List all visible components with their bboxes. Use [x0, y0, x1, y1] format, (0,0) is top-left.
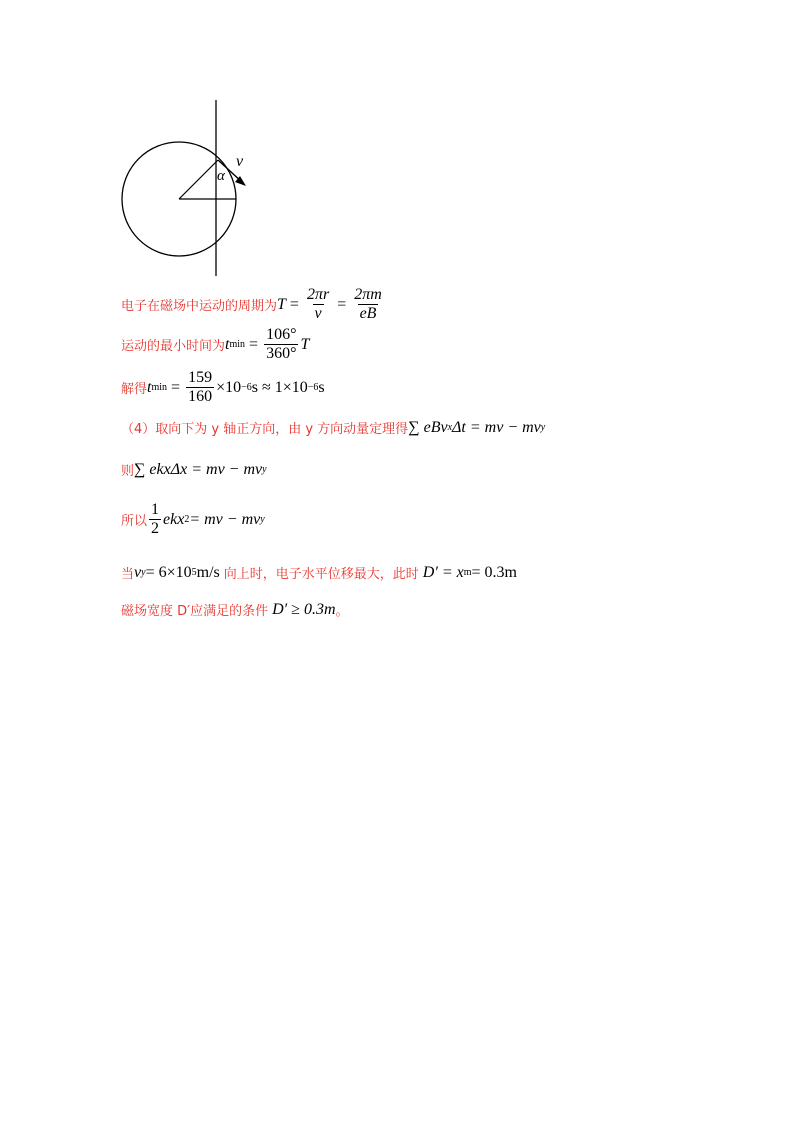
- fraction: $\frac{2\pi m}{eB}$: [354, 286, 382, 322]
- magnetic-field-figure: [0, 0, 793, 300]
- T-symbol: T: [277, 295, 286, 313]
- period-line: 电子在磁场中运动的周期为 T = $\frac{2\pi r}{v}$ = $\frac{2\pi m}{eB}$: [121, 286, 382, 322]
- condition-line: 磁场宽度 D′应满足的条件 D′ ≥ 0.3m 。: [121, 600, 349, 619]
- fraction: $\frac{1}{2}$: [151, 501, 160, 537]
- text: 所以: [121, 514, 148, 529]
- sum-line: 则 ∑ ekxΔx = mv − mv y: [121, 460, 267, 479]
- text: （4）取向下为 y 轴正方向，由 y 方向动量定理得: [121, 422, 409, 437]
- fraction: $\frac{106^\circ}{360^\circ}$: [266, 326, 297, 362]
- when-line: 当 v y = 6×10 5 m/s 向上时，电子水平位移最大，此时 D′ = x m = 0.3m: [121, 563, 517, 582]
- momentum-line: （4）取向下为 y 轴正方向，由 y 方向动量定理得 ∑ eBv x Δt = mv − mv y: [121, 418, 546, 437]
- alpha-label: α: [217, 168, 225, 184]
- fraction: $\frac{2\pi r}{v}$: [306, 286, 330, 322]
- fraction: $\frac{159}{160}$: [188, 369, 213, 405]
- so-line: 所以 $\frac{1}{2}$ ekx 2 = mv − mv y: [121, 501, 265, 537]
- radius-line: [179, 160, 218, 199]
- solution-line: 解得 t min = $\frac{159}{160}$ ×10 −6 s ≈ 1×10 −6 s: [121, 369, 325, 405]
- text: 解得: [121, 382, 148, 397]
- v-label: v: [236, 153, 244, 170]
- min-time-line: 运动的最小时间为 t min = $\frac{106^\circ}{360^\circ}$ T: [121, 326, 310, 362]
- text: 向上时，电子水平位移最大，此时: [223, 567, 419, 582]
- text: 则: [121, 464, 135, 479]
- text: 当: [121, 567, 135, 582]
- text: 磁场宽度 D′应满足的条件: [121, 604, 269, 619]
- text: 运动的最小时间为: [121, 339, 226, 354]
- text: 电子在磁场中运动的周期为: [121, 299, 278, 314]
